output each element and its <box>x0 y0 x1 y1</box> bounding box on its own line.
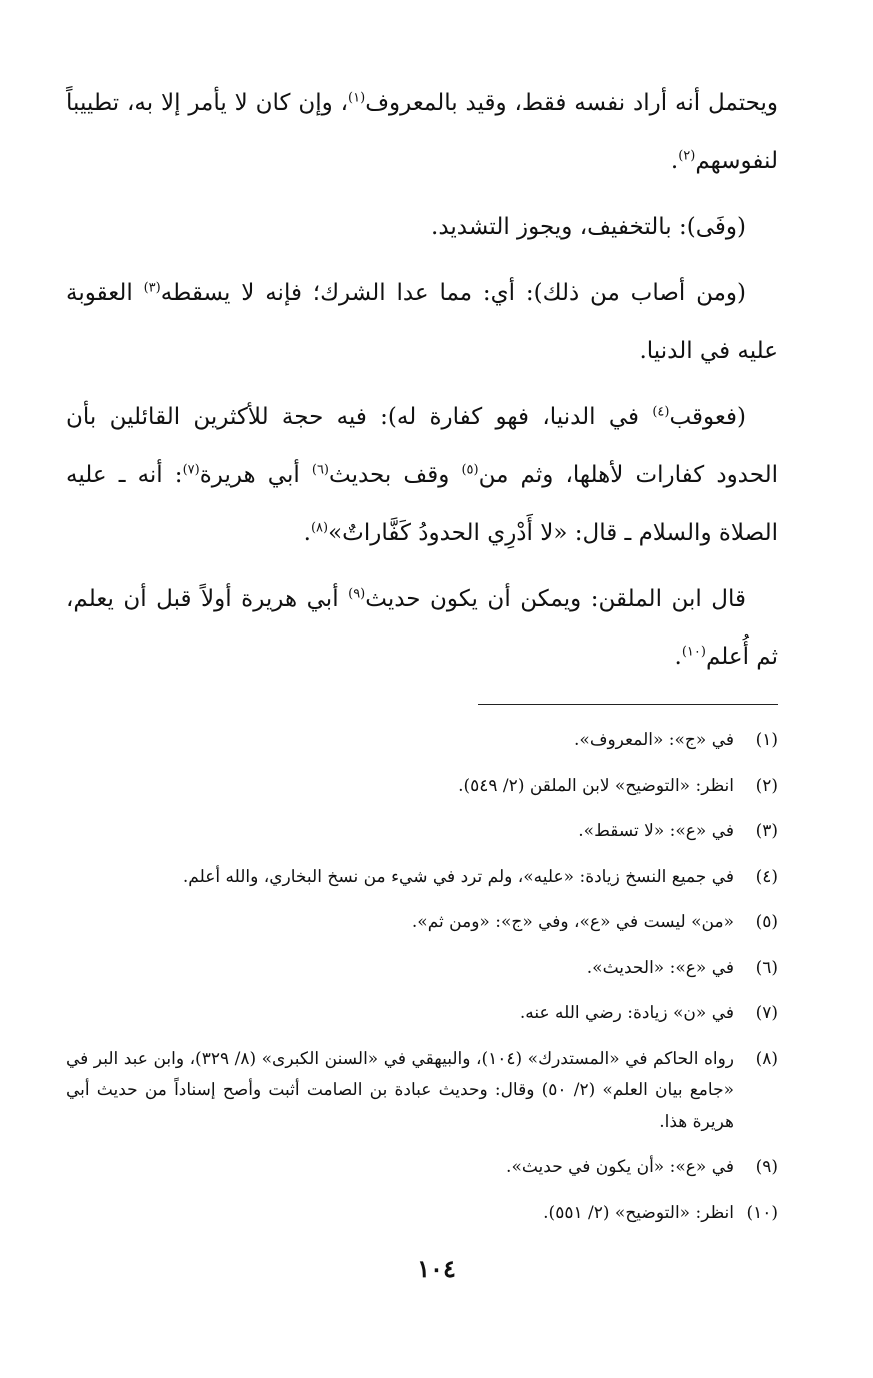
paragraph-2 <box>66 198 778 256</box>
text-span: وقف بحديث <box>329 462 462 488</box>
paragraph-1 <box>66 74 778 190</box>
footnote-item <box>66 907 778 939</box>
paragraph-3 <box>66 264 778 380</box>
footnote-text: انظر: «التوضيح» لابن الملقن (٢/ ٥٤٩). <box>458 775 734 796</box>
footnote-text: في «ع»: «أن يكون في حديث». <box>506 1157 734 1177</box>
footnote-ref-10: (١٠) <box>681 644 706 660</box>
text-span: ويحتمل أنه أراد نفسه فقط، وقيد بالمعروف <box>365 90 778 116</box>
footnote-item <box>66 1044 778 1139</box>
footnotes <box>66 725 778 1229</box>
footnote-item <box>66 862 778 894</box>
footnote-item <box>66 1198 778 1230</box>
text-span: . <box>303 520 311 546</box>
footnote-number: (٤) <box>755 866 778 887</box>
footnote-ref-2: (٢) <box>678 148 696 164</box>
footnote-ref-5: (٥) <box>461 462 479 478</box>
footnote-number: (١٠) <box>746 1202 778 1223</box>
footnote-item <box>66 1152 778 1184</box>
footnote-item <box>66 953 778 985</box>
text-span: في الدنيا، فهو كفارة له): فيه حجة للأكثرين القائلين بأن الحدود كفارات لأهلها، وثم من <box>66 404 778 488</box>
text-span: : أنه ـ عليه الصلاة والسلام ـ قال: «لا أَدْرِي الحدودُ كَفَّاراتٌ» <box>66 462 778 546</box>
text-span: (فعوقب <box>669 404 746 430</box>
footnote-ref-3: (٣) <box>143 280 161 296</box>
footnote-number: (٨) <box>755 1048 778 1069</box>
paragraph-5 <box>66 570 778 686</box>
footnote-text: في جميع النسخ زيادة: «عليه»، ولم ترد في شيء من نسخ البخاري، والله أعلم. <box>182 866 734 887</box>
footnote-divider <box>478 704 778 705</box>
footnote-item <box>66 771 778 803</box>
footnote-number: (٢) <box>755 775 778 796</box>
footnote-text: «من» ليست في «ع»، وفي «ج»: «ومن ثم». <box>411 912 734 932</box>
footnote-ref-6: (٦) <box>311 462 329 478</box>
text-span: العقوبة عليه في الدنيا. <box>66 280 778 364</box>
footnote-text: في «ع»: «لا تسقط». <box>578 821 734 841</box>
footnote-ref-7: (٧) <box>182 462 200 478</box>
footnote-number: (٣) <box>755 821 778 841</box>
page-number: ١٠٤ <box>417 1254 456 1283</box>
text-span: (وفَى): بالتخفيف، ويجوز التشديد. <box>431 214 746 240</box>
footnote-item <box>66 725 778 757</box>
footnote-number: (٦) <box>755 957 778 978</box>
main-text <box>66 74 778 686</box>
footnote-ref-8: (٨) <box>310 520 329 536</box>
text-span: (ومن أصاب من ذلك): أي: مما عدا الشرك؛ فإنه لا يسقطه <box>160 280 746 306</box>
footnote-text: في «ن» زيادة: رضي الله عنه. <box>519 1003 734 1023</box>
footnote-number: (٥) <box>755 912 778 932</box>
footnote-item <box>66 998 778 1030</box>
text-span: ، وإن كان لا يأمر إلا به، تطييباً لنفوسهم <box>66 90 778 174</box>
footnote-divider-wrap <box>66 704 778 705</box>
text-span: . <box>674 644 682 670</box>
footnote-ref-4: (٤) <box>652 404 670 420</box>
footnote-item <box>66 816 778 848</box>
page-body <box>66 74 778 1243</box>
footnote-ref-9: (٩) <box>348 586 366 602</box>
footnote-number: (٧) <box>755 1003 778 1023</box>
footnote-number: (١) <box>755 730 778 750</box>
footnote-text: في «ع»: «الحديث». <box>586 957 734 978</box>
text-span: قال ابن الملقن: ويمكن أن يكون حديث <box>365 586 746 612</box>
footnote-text: في «ج»: «المعروف». <box>574 730 734 750</box>
text-span: . <box>670 148 679 174</box>
footnote-text: رواه الحاكم في «المستدرك» (١٠٤)، والبيهقي في «السنن الكبرى» (٨/ ٣٢٩)، وابن عبد البر في «جامع بيان العلم» (٢/ ٥٠) وقال: وحديث عبادة بن الصامت أثبت وأصح إسناداً من حديث أبي هريرة هذا. <box>66 1048 734 1132</box>
footnote-number: (٩) <box>755 1157 778 1177</box>
text-span: أبي هريرة أولاً قبل أن يعلم، ثم أُعلم <box>66 586 778 670</box>
footnote-ref-1: (١) <box>348 90 366 106</box>
text-span: أبي هريرة <box>199 462 312 488</box>
paragraph-4 <box>66 388 778 562</box>
footnote-text: انظر: «التوضيح» (٢/ ٥٥١). <box>543 1202 734 1223</box>
